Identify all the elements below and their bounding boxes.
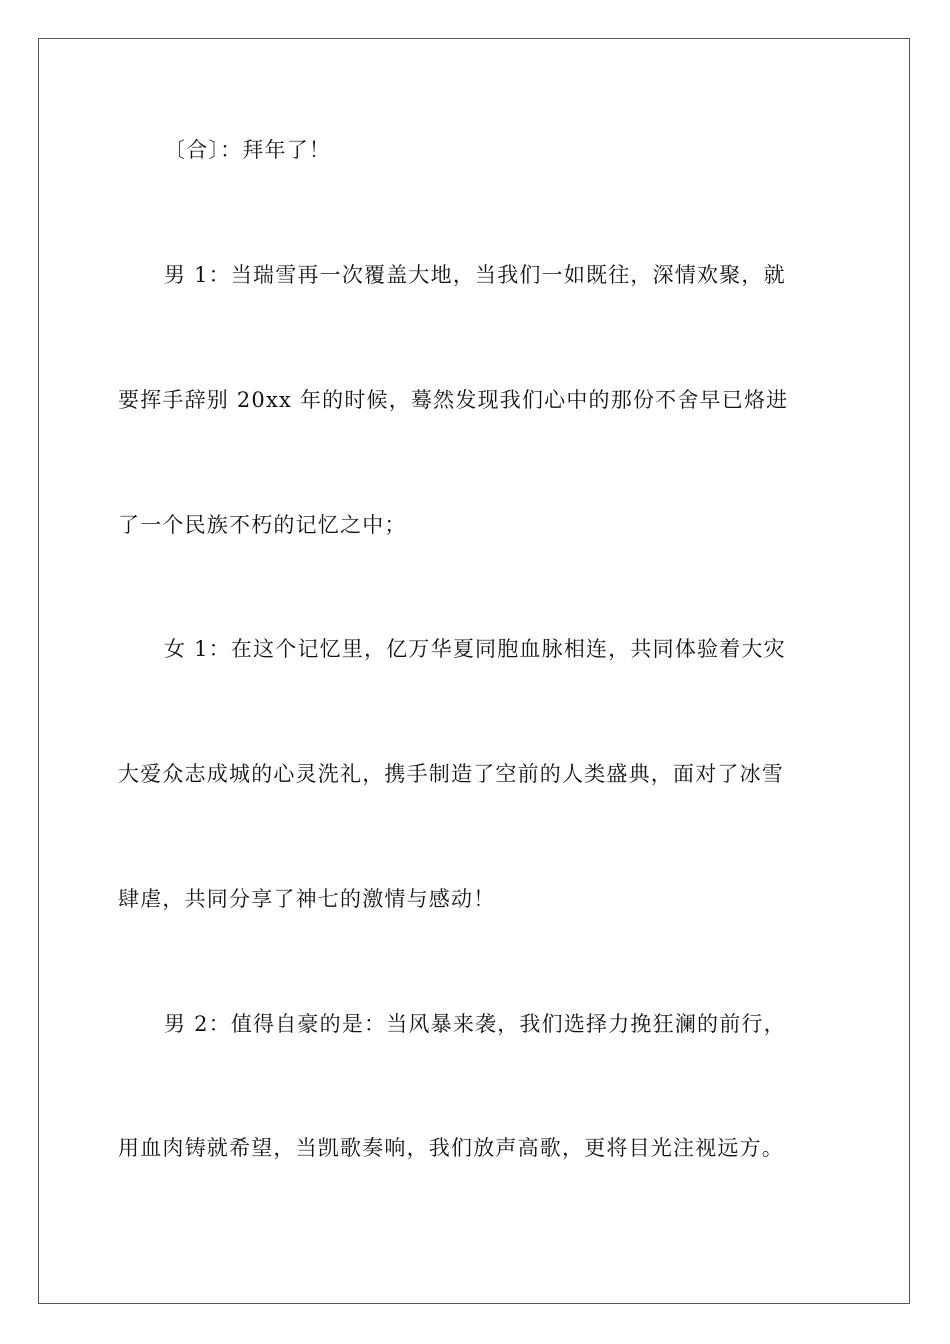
chorus-line: 〔合〕：拜年了！ [164, 138, 332, 162]
male1-paragraph-line-2: 要挥手辞别 20xx 年的时候，蓦然发现我们心中的那份不舍早已烙进 [118, 388, 789, 412]
male1-paragraph-line-1: 男 1：当瑞雪再一次覆盖大地，当我们一如既往，深情欢聚，就 [164, 263, 786, 287]
female1-paragraph-line-1: 女 1：在这个记忆里，亿万华夏同胞血脉相连，共同体验着大灾 [164, 637, 786, 661]
male2-paragraph-line-2: 用血肉铸就希望，当凯歌奏响，我们放声高歌，更将目光注视远方。 [118, 1136, 784, 1160]
male2-paragraph-line-1: 男 2：值得自豪的是：当风暴来袭，我们选择力挽狂澜的前行， [164, 1012, 786, 1036]
female1-paragraph-line-3: 肆虐，共同分享了神七的激情与感动！ [118, 887, 496, 911]
female1-paragraph-line-2: 大爱众志成城的心灵洗礼，携手制造了空前的人类盛典，面对了冰雪 [118, 762, 784, 786]
male1-paragraph-line-3: 了一个民族不朽的记忆之中； [118, 513, 407, 537]
page-frame [38, 38, 910, 1304]
